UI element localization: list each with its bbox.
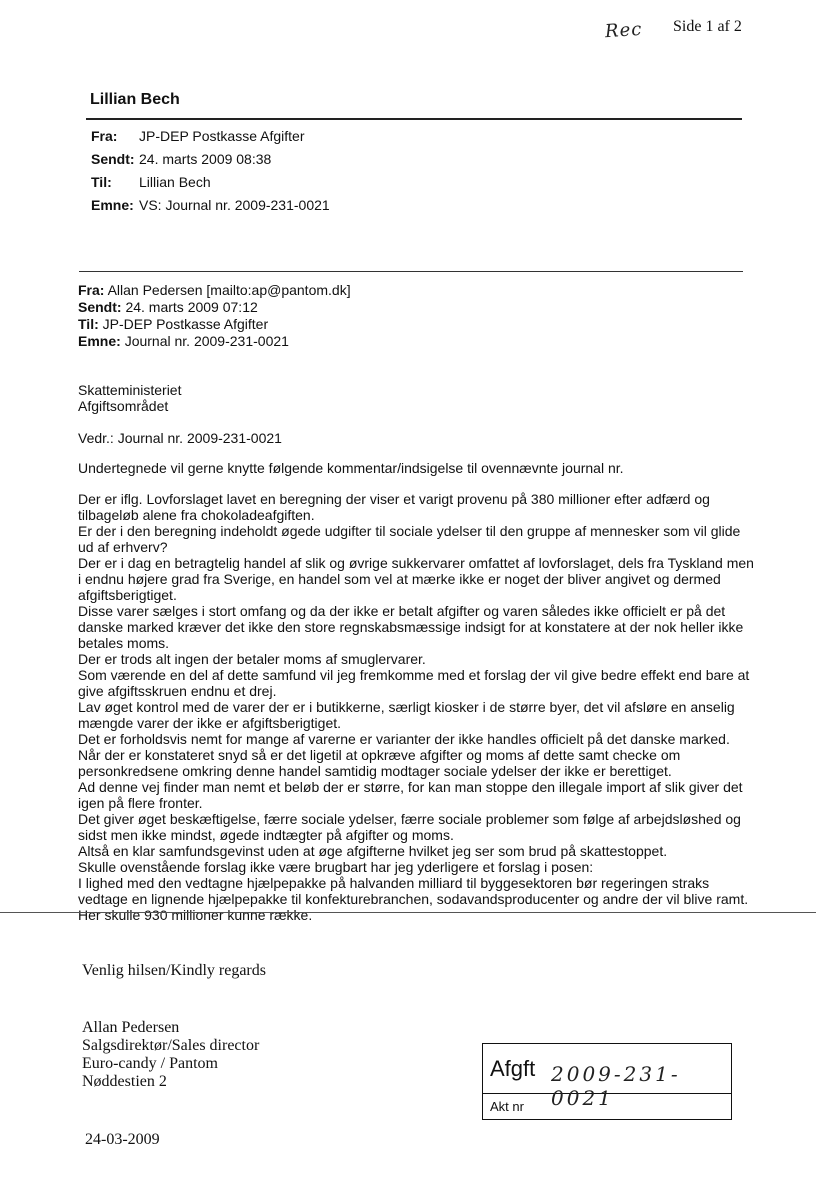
to-value: Lillian Bech (139, 174, 211, 190)
body-line: Når der er konstateret snyd så er det ligetil at opkræve afgifter og moms af dette samt checke om (78, 747, 681, 763)
body-line: Det giver øget beskæftigelse, færre sociale ydelser, færre sociale problemer som følge af arbejdsløshed og (78, 811, 741, 827)
body-line: give afgiftsskruen endnu et drej. (78, 683, 277, 699)
original-to-row (78, 316, 268, 333)
original-subject-row (78, 333, 289, 350)
forwarded-to-row (91, 174, 211, 190)
signature-line: Euro-candy / Pantom (82, 1055, 218, 1072)
original-from-row (78, 282, 351, 299)
body-line: Det er forholdsvis nemt for mange af varerne er varianter der ikke handles officielt på det danske marked. (78, 731, 730, 747)
body-line: Er der i den beregning indeholdt øgede udgifter til sociale ydelser til den gruppe af mennesker som vil glide (78, 523, 741, 539)
body-line: ud af erhverv? (78, 539, 168, 555)
body-line: afgiftsberigtiget. (78, 587, 177, 603)
mailbox-owner-name: Lillian Bech (90, 91, 180, 108)
body-line: betales moms. (78, 635, 170, 651)
forwarded-from-row (91, 128, 304, 144)
stamp-handwritten-number: 2009-231-0021 (551, 1062, 681, 1110)
stamp-akt-label: Akt nr (490, 1099, 524, 1114)
subject-label: Emne: (78, 333, 121, 349)
closing-greeting: Venlig hilsen/Kindly regards (82, 962, 266, 979)
letter-body (78, 491, 754, 923)
signature-block (82, 1019, 259, 1091)
page-number: Side 1 af 2 (673, 18, 742, 35)
body-line: vedtage en lignende hjælpepakke til konfekturebranchen, sodavandsproducenter og andre der vil blive ramt. (78, 891, 749, 907)
recipient-line: Afgiftsområdet (78, 398, 169, 414)
body-line: sidst men ikke mindst, øgede indtægter på afgifter og moms. (78, 827, 454, 843)
sent-label: Sendt: (91, 151, 135, 167)
subject-value: VS: Journal nr. 2009-231-0021 (139, 197, 330, 213)
to-value: JP-DEP Postkasse Afgifter (102, 316, 269, 332)
body-end-rule (0, 912, 816, 913)
body-line: tilbageløb alene fra chokoladeafgiften. (78, 507, 315, 523)
handwritten-initials: Rec (604, 18, 643, 43)
signature-line: Nøddestien 2 (82, 1073, 167, 1090)
to-label: Til: (91, 174, 112, 190)
body-line: Her skulle 930 millioner kunne række. (78, 907, 313, 923)
body-line: Som værende en del af dette samfund vil jeg fremkomme med et forslag der vil give bedre effekt end bare at (78, 667, 750, 683)
signature-line: Allan Pedersen (82, 1019, 180, 1036)
body-line: igen på flere fronter. (78, 795, 203, 811)
subject-value: Journal nr. 2009-231-0021 (124, 333, 289, 349)
body-line: Disse varer sælges i stort omfang og da der ikke er betalt afgifter og varen således ikke officielt er på det (78, 603, 726, 619)
original-sent-row (78, 299, 258, 316)
body-line: Der er trods alt ingen der betaler moms af smuglervarer. (78, 651, 426, 667)
intro-line: Undertegnede vil gerne knytte følgende kommentar/indsigelse til ovennævnte journal nr. (78, 460, 624, 476)
subject-label: Emne: (91, 197, 134, 213)
from-value: Allan Pedersen [mailto:ap@pantom.dk] (107, 282, 351, 298)
recipient-block (78, 382, 181, 414)
original-message-rule (79, 271, 743, 272)
body-line: Der er iflg. Lovforslaget lavet en beregning der viser et varigt provenu på 380 millioner efter adfærd og (78, 491, 710, 507)
body-line: Skulle ovenstående forslag ikke være brugbart har jeg yderligere et forslag i posen: (78, 859, 594, 875)
reference-line: Vedr.: Journal nr. 2009-231-0021 (78, 430, 282, 446)
to-label: Til: (78, 316, 99, 332)
signature-line: Salgsdirektør/Sales director (82, 1037, 260, 1054)
recipient-line: Skatteministeriet (78, 382, 182, 398)
stamp-label: Afgft (490, 1056, 536, 1081)
forwarded-subject-row (91, 197, 330, 213)
body-line: Altså en klar samfundsgevinst uden at øge afgifterne hvilket jeg ser som brud på skattestoppet. (78, 843, 668, 859)
sent-label: Sendt: (78, 299, 122, 315)
sent-value: 24. marts 2009 08:38 (139, 151, 272, 167)
body-line: Ad denne vej finder man nemt et beløb der er større, for kan man stoppe den illegale import af slik giver det (78, 779, 743, 795)
header-rule (86, 118, 742, 120)
body-line: mængde varer der ikke er afgiftsberigtiget. (78, 715, 342, 731)
sent-value: 24. marts 2009 07:12 (125, 299, 258, 315)
from-label: Fra: (91, 128, 118, 144)
body-line: Der er i dag en betragtelig handel af slik og øvrige sukkervarer omfattet af lovforslaget, dels fra Tyskland men (78, 555, 754, 571)
journal-stamp (482, 1043, 732, 1120)
body-line: personkredsene omkring denne handel samtidig modtager sociale ydelser der ikke er berettiget. (78, 763, 672, 779)
body-line: I lighed med den vedtagne hjælpepakke på halvanden milliard til byggesektoren bør regeringen straks (78, 875, 710, 891)
from-value: JP-DEP Postkasse Afgifter (139, 128, 305, 144)
body-line: i endnu højere grad fra Sverige, en handel som vel at mærke ikke er noget der bliver angivet og dermed (78, 571, 721, 587)
body-line: danske marked kræver det ikke den store regnskabsmæssige indsigt for at konstatere at der nok heller ikke (78, 619, 744, 635)
from-label: Fra: (78, 282, 105, 298)
forwarded-sent-row (91, 151, 271, 167)
letter-date: 24-03-2009 (85, 1131, 160, 1148)
body-line: Lav øget kontrol med de varer der er i butikkerne, særligt kiosker i de større byer, det vil afsløre en anselig (78, 699, 735, 715)
